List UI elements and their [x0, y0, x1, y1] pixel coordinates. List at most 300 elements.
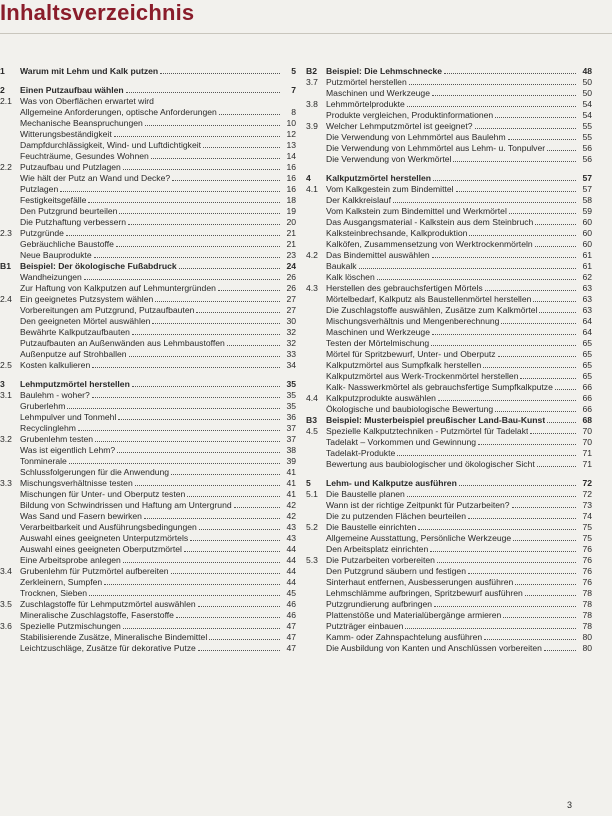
toc-entry-number: B2: [306, 66, 317, 76]
toc-subentry: [0, 544, 296, 555]
toc-subentry: [0, 250, 296, 261]
toc-entry-page: 37: [286, 423, 296, 433]
toc-entry-title: Spezielle Putzmischungen: [20, 621, 121, 631]
toc-entry-title: Kalkputzprodukte auswählen: [326, 393, 436, 403]
toc-entry-title: Festigkeitsgefälle: [20, 195, 87, 205]
toc-entry-title: Lehm- und Kalkputze ausführen: [326, 478, 457, 488]
toc-leader-dots: [407, 106, 576, 107]
toc-subentry: [0, 316, 296, 327]
toc-leader-dots: [393, 202, 576, 203]
toc-entry-number: 3.5: [0, 599, 12, 609]
toc-leader-dots: [209, 639, 280, 640]
toc-leader-dots: [119, 213, 280, 214]
toc-entry-number: 2.4: [0, 294, 12, 304]
toc-subentry: [306, 588, 592, 599]
toc-section-entry: [0, 162, 296, 173]
toc-entry-page: 50: [582, 77, 592, 87]
toc-entry-title: Trocknen, Sieben: [20, 588, 88, 598]
toc-entry-page: 39: [286, 456, 296, 466]
toc-subentry: [306, 566, 592, 577]
toc-entry-page: 63: [582, 283, 592, 293]
toc-entry-number: 3.2: [0, 434, 12, 444]
toc-entry-title: Bildung von Schwindrissen und Haftung am Untergrund: [20, 500, 232, 510]
toc-leader-dots: [377, 279, 576, 280]
toc-entry-title: Baulehm - woher?: [20, 390, 90, 400]
toc-entry-page: 8: [291, 107, 296, 117]
toc-entry-page: 80: [582, 643, 592, 653]
toc-entry-page: 65: [582, 360, 592, 370]
toc-entry-number: 3.3: [0, 478, 12, 488]
toc-entry-title: Putzgründe: [20, 228, 64, 238]
toc-entry-number: 3: [0, 379, 5, 389]
toc-leader-dots: [409, 84, 576, 85]
toc-leader-dots: [478, 444, 576, 445]
toc-entry-number: B1: [0, 261, 11, 271]
toc-leader-dots: [184, 551, 280, 552]
toc-subentry: [0, 338, 296, 349]
toc-leader-dots: [129, 356, 280, 357]
toc-entry-title: Mischungsverhältnisse testen: [20, 478, 133, 488]
toc-entry-page: 55: [582, 121, 592, 131]
toc-entry-title: Putzmörtel herstellen: [326, 77, 407, 87]
toc-leader-dots: [172, 180, 280, 181]
toc-entry-page: 63: [582, 294, 592, 304]
toc-subentry: [0, 173, 296, 184]
toc-entry-number: 2: [0, 85, 5, 95]
toc-entry-title: Was Sand und Fasern bewirken: [20, 511, 142, 521]
toc-entry-title: Putzaufbau und Putzlagen: [20, 162, 121, 172]
toc-entry-title: Beispiel: Die Lehmschnecke: [326, 66, 443, 76]
toc-subentry: [306, 360, 592, 371]
toc-subentry: [306, 533, 592, 544]
toc-leader-dots: [92, 397, 280, 398]
toc-entry-title: Allgemeine Anforderungen, optische Anforderungen: [20, 107, 217, 117]
toc-subentry: [306, 239, 592, 250]
toc-section-entry: [0, 478, 296, 489]
toc-entry-title: Produkte vergleichen, Produktinformationen: [326, 110, 494, 120]
toc-leader-dots: [405, 628, 576, 629]
toc-subentry: [0, 643, 296, 654]
toc-entry-title: Den Putzgrund beurteilen: [20, 206, 118, 216]
toc-entry-page: 5: [291, 66, 296, 76]
toc-subentry: [306, 316, 592, 327]
toc-leader-dots: [359, 268, 576, 269]
toc-entry-title: Die Ausbildung von Kanten und Anschlüssen vorbereiten: [326, 643, 542, 653]
toc-subentry: [306, 110, 592, 121]
toc-subentry: [306, 599, 592, 610]
toc-entry-title: Witterungsbeständigkeit: [20, 129, 112, 139]
toc-entry-title: Auswahl eines geeigneten Unterputzmörtels: [20, 533, 189, 543]
toc-subentry: [0, 107, 296, 118]
toc-leader-dots: [145, 125, 280, 126]
toc-entry-title: Den geeigneten Mörtel auswählen: [20, 316, 151, 326]
toc-leader-dots: [104, 584, 280, 585]
toc-section-entry: [0, 599, 296, 610]
toc-leader-dots: [433, 180, 576, 181]
toc-leader-dots: [198, 606, 280, 607]
toc-entry-title: Grubenlehm für Putzmörtel aufbereiten: [20, 566, 169, 576]
toc-leader-dots: [438, 400, 576, 401]
toc-entry-page: 64: [582, 327, 592, 337]
toc-subentry: [306, 349, 592, 360]
toc-section-entry: [306, 555, 592, 566]
toc-entry-number: 2.3: [0, 228, 12, 238]
toc-subentry: [0, 239, 296, 250]
toc-entry-title: Die Putzhaftung verbessern: [20, 217, 127, 227]
toc-entry-page: 74: [582, 511, 592, 521]
toc-section-entry: [0, 228, 296, 239]
toc-subentry: [306, 195, 592, 206]
toc-entry-page: 57: [582, 184, 592, 194]
toc-right-column: [306, 66, 592, 654]
toc-leader-dots: [203, 147, 280, 148]
toc-entry-page: 71: [582, 448, 592, 458]
toc-entry-page: 78: [582, 621, 592, 631]
toc-leader-dots: [483, 367, 576, 368]
toc-leader-dots: [176, 617, 280, 618]
toc-leader-dots: [537, 466, 576, 467]
toc-subentry: [306, 448, 592, 459]
toc-subentry: [0, 555, 296, 566]
toc-leader-dots: [512, 507, 576, 508]
toc-entry-page: 76: [582, 544, 592, 554]
toc-entry-number: 2.1: [0, 96, 12, 106]
toc-subentry: [0, 305, 296, 316]
toc-section-entry: [306, 77, 592, 88]
toc-leader-dots: [116, 246, 280, 247]
toc-leader-dots: [495, 117, 576, 118]
toc-leader-dots: [475, 128, 577, 129]
toc-chapter-entry: [0, 85, 296, 96]
toc-leader-dots: [513, 540, 576, 541]
toc-entry-number: 4: [306, 173, 311, 183]
toc-entry-page: 76: [582, 555, 592, 565]
toc-entry-page: 27: [286, 305, 296, 315]
toc-subentry: [306, 261, 592, 272]
toc-entry-page: 41: [286, 478, 296, 488]
toc-leader-dots: [520, 378, 576, 379]
toc-leader-dots: [94, 257, 280, 258]
toc-entry-title: Recyclinglehm: [20, 423, 76, 433]
toc-section-entry: [0, 96, 296, 107]
toc-subentry: [306, 610, 592, 621]
toc-entry-number: 5.3: [306, 555, 318, 565]
toc-section-entry: [306, 489, 592, 500]
toc-entry-page: 37: [286, 434, 296, 444]
toc-entry-title: Einen Putzaufbau wählen: [20, 85, 124, 95]
toc-entry-page: 75: [582, 522, 592, 532]
toc-subentry: [0, 272, 296, 283]
toc-leader-dots: [219, 114, 280, 115]
toc-entry-title: Die Verwendung von Werkmörtel: [326, 154, 452, 164]
toc-entry-title: Vom Kalkgestein zum Bindemittel: [326, 184, 454, 194]
toc-leader-dots: [495, 411, 576, 412]
toc-entry-title: Sinterhaut entfernen, Ausbesserungen ausführen: [326, 577, 514, 587]
toc-leader-dots: [509, 213, 576, 214]
toc-leader-dots: [84, 279, 280, 280]
toc-leader-dots: [434, 606, 576, 607]
toc-subentry: [0, 423, 296, 434]
toc-section-entry: [306, 393, 592, 404]
toc-subentry: [306, 143, 592, 154]
toc-section-entry: [306, 283, 592, 294]
toc-subentry: [0, 283, 296, 294]
toc-entry-number: B3: [306, 415, 317, 425]
toc-section-entry: [0, 294, 296, 305]
toc-entry-title: Gruberlehm: [20, 401, 66, 411]
toc-entry-title: Neue Bauprodukte: [20, 250, 92, 260]
toc-entry-page: 35: [286, 379, 296, 389]
toc-section-entry: [0, 434, 296, 445]
toc-entry-number: 3.7: [306, 77, 318, 87]
toc-entry-page: 7: [291, 85, 296, 95]
toc-entry-title: Das Bindemittel auswählen: [326, 250, 430, 260]
section-spacer: [306, 470, 592, 478]
toc-entry-title: Lehmpulver und Tonmehl: [20, 412, 117, 422]
toc-entry-page: 60: [582, 228, 592, 238]
toc-leader-dots: [198, 650, 280, 651]
toc-subentry: [306, 511, 592, 522]
toc-entry-title: Vom Kalkstein zum Bindemittel und Werkmörtel: [326, 206, 507, 216]
toc-leader-dots: [126, 92, 280, 93]
toc-entry-title: Mischungsverhältnis und Mengenberechnung: [326, 316, 500, 326]
toc-subentry: [306, 577, 592, 588]
toc-subentry: [0, 151, 296, 162]
toc-entry-page: 66: [582, 404, 592, 414]
toc-entry-title: Mineralische Zuschlagstoffe, Faserstoffe: [20, 610, 174, 620]
toc-entry-title: Kalköfen, Zusammensetzung von Werktrockenmörteln: [326, 239, 533, 249]
toc-leader-dots: [128, 224, 280, 225]
toc-section-entry: [306, 184, 592, 195]
toc-leader-dots: [432, 334, 576, 335]
toc-subentry: [306, 544, 592, 555]
toc-leader-dots: [453, 161, 576, 162]
toc-entry-title: Die Putzarbeiten vorbereiten: [326, 555, 435, 565]
toc-chapter-entry: [0, 261, 296, 272]
toc-subentry: [0, 327, 296, 338]
toc-entry-page: 44: [286, 577, 296, 587]
toc-leader-dots: [459, 485, 576, 486]
toc-entry-page: 63: [582, 305, 592, 315]
toc-leader-dots: [123, 628, 280, 629]
toc-leader-dots: [69, 463, 280, 464]
toc-entry-title: Kalksteinbrechsande, Kalkproduktion: [326, 228, 468, 238]
toc-entry-title: Ökologische und baubiologische Bewertung: [326, 404, 494, 414]
toc-subentry: [0, 129, 296, 140]
title-divider: [0, 33, 612, 34]
toc-section-entry: [0, 390, 296, 401]
toc-entry-title: Die Baustelle planen: [326, 489, 405, 499]
toc-entry-page: 54: [582, 110, 592, 120]
toc-leader-dots: [397, 455, 576, 456]
toc-entry-title: Mischungen für Unter- und Oberputz testen: [20, 489, 186, 499]
toc-entry-title: Zerkleinern, Sumpfen: [20, 577, 103, 587]
section-spacer: [0, 77, 296, 85]
toc-leader-dots: [78, 430, 280, 431]
toc-subentry: [0, 467, 296, 478]
toc-entry-page: 16: [286, 184, 296, 194]
toc-entry-number: 5: [306, 478, 311, 488]
toc-entry-page: 65: [582, 371, 592, 381]
toc-entry-title: Schlussfolgerungen für die Anwendung: [20, 467, 170, 477]
toc-entry-page: 27: [286, 294, 296, 304]
toc-leader-dots: [151, 158, 280, 159]
toc-entry-number: 4.5: [306, 426, 318, 436]
toc-chapter-entry: [306, 66, 592, 77]
toc-subentry: [0, 412, 296, 423]
toc-leader-dots: [547, 422, 576, 423]
toc-entry-title: Tadelakt-Produkte: [326, 448, 396, 458]
toc-entry-number: 4.3: [306, 283, 318, 293]
toc-entry-page: 54: [582, 99, 592, 109]
toc-entry-title: Verarbeitbarkeit und Ausführungsbedingungen: [20, 522, 197, 532]
toc-leader-dots: [67, 408, 280, 409]
toc-entry-page: 78: [582, 588, 592, 598]
toc-entry-title: Testen der Mörtelmischung: [326, 338, 430, 348]
toc-entry-page: 73: [582, 500, 592, 510]
toc-leader-dots: [535, 224, 576, 225]
toc-subentry: [0, 500, 296, 511]
toc-entry-title: Kalk löschen: [326, 272, 375, 282]
toc-entry-number: 3.4: [0, 566, 12, 576]
toc-section-entry: [306, 121, 592, 132]
toc-section-entry: [306, 250, 592, 261]
toc-subentry: [306, 500, 592, 511]
toc-entry-page: 26: [286, 283, 296, 293]
toc-subentry: [306, 206, 592, 217]
toc-entry-page: 70: [582, 426, 592, 436]
toc-entry-page: 16: [286, 173, 296, 183]
toc-entry-title: Kalkputzmörtel aus Werk-Trockenmörtel herstellen: [326, 371, 519, 381]
toc-entry-number: 3.1: [0, 390, 12, 400]
toc-subentry: [0, 588, 296, 599]
toc-leader-dots: [525, 595, 576, 596]
toc-leader-dots: [501, 323, 576, 324]
toc-entry-page: 14: [286, 151, 296, 161]
toc-entry-title: Die Baustelle einrichten: [326, 522, 417, 532]
toc-entry-page: 59: [582, 206, 592, 216]
toc-entry-title: Tadelakt – Vorkommen und Gewinnung: [326, 437, 477, 447]
toc-subentry: [306, 228, 592, 239]
toc-entry-title: Kamm- oder Zahnspachtelung ausführen: [326, 632, 483, 642]
toc-entry-page: 72: [582, 478, 592, 488]
toc-leader-dots: [515, 584, 576, 585]
toc-subentry: [306, 632, 592, 643]
toc-leader-dots: [218, 290, 280, 291]
toc-entry-title: Mechanische Beanspruchungen: [20, 118, 143, 128]
page-title: Inhaltsverzeichnis: [0, 0, 195, 25]
toc-entry-title: Gebräuchliche Baustoffe: [20, 239, 114, 249]
toc-entry-title: Zur Haftung von Kalkputzen auf Lehmuntergründen: [20, 283, 216, 293]
toc-entry-number: 4.1: [306, 184, 318, 194]
toc-leader-dots: [469, 235, 576, 236]
toc-leader-dots: [544, 650, 576, 651]
toc-subentry: [0, 522, 296, 533]
toc-entry-page: 78: [582, 599, 592, 609]
toc-entry-title: Eine Arbeitsprobe anlegen: [20, 555, 121, 565]
toc-entry-page: 24: [286, 261, 296, 271]
toc-entry-page: 65: [582, 349, 592, 359]
toc-entry-number: 2.2: [0, 162, 12, 172]
toc-entry-page: 38: [286, 445, 296, 455]
toc-chapter-entry: [306, 173, 592, 184]
toc-chapter-entry: [306, 415, 592, 426]
toc-leader-dots: [135, 485, 280, 486]
toc-entry-page: 34: [286, 360, 296, 370]
toc-leader-dots: [484, 639, 576, 640]
toc-leader-dots: [227, 345, 280, 346]
toc-section-entry: [0, 621, 296, 632]
toc-entry-page: 44: [286, 566, 296, 576]
toc-entry-title: Dampfdurchlässigkeit, Wind- und Luftdichtigkeit: [20, 140, 202, 150]
toc-entry-page: 35: [286, 390, 296, 400]
toc-leader-dots: [432, 257, 576, 258]
toc-entry-page: 16: [286, 162, 296, 172]
toc-leader-dots: [234, 507, 280, 508]
toc-entry-title: Grubenlehm testen: [20, 434, 94, 444]
toc-subentry: [0, 445, 296, 456]
toc-entry-title: Mörtel für Spritzbewurf, Unter- und Oberputz: [326, 349, 496, 359]
toc-entry-title: Vorbereitungen am Putzgrund, Putzaufbauten: [20, 305, 195, 315]
toc-leader-dots: [196, 312, 280, 313]
toc-leader-dots: [89, 595, 280, 596]
toc-subentry: [306, 88, 592, 99]
toc-leader-dots: [92, 367, 280, 368]
toc-chapter-entry: [0, 66, 296, 77]
toc-leader-dots: [508, 139, 576, 140]
toc-section-entry: [306, 522, 592, 533]
toc-entry-number: 3.9: [306, 121, 318, 131]
toc-entry-page: 60: [582, 217, 592, 227]
toc-leader-dots: [418, 529, 576, 530]
toc-leader-dots: [485, 290, 576, 291]
toc-entry-title: Warum mit Lehm und Kalk putzen: [20, 66, 159, 76]
toc-entry-title: Allgemeine Ausstattung, Persönliche Werkzeuge: [326, 533, 512, 543]
toc-leader-dots: [144, 518, 280, 519]
toc-entry-title: Bewertung aus baubiologischer und ökologischer Sicht: [326, 459, 535, 469]
toc-leader-dots: [430, 551, 576, 552]
toc-entry-title: Welcher Lehmputzmörtel ist geeignet?: [326, 121, 473, 131]
toc-entry-page: 36: [286, 412, 296, 422]
toc-entry-page: 26: [286, 272, 296, 282]
toc-entry-title: Ein geeignetes Putzsystem wählen: [20, 294, 154, 304]
toc-subentry: [0, 195, 296, 206]
toc-entry-title: Die Zuschlagstoffe auswählen, Zusätze zum Kalkmörtel: [326, 305, 538, 315]
toc-leader-dots: [132, 334, 280, 335]
toc-section-entry: [306, 99, 592, 110]
toc-entry-title: Kosten kalkulieren: [20, 360, 91, 370]
toc-leader-dots: [60, 191, 280, 192]
toc-entry-title: Bewährte Kalkputzaufbauten: [20, 327, 130, 337]
toc-entry-page: 41: [286, 489, 296, 499]
toc-entry-title: Kalkputzmörtel herstellen: [326, 173, 432, 183]
toc-subentry: [306, 621, 592, 632]
toc-entry-page: 60: [582, 239, 592, 249]
toc-entry-title: Putzgrundierung aufbringen: [326, 599, 433, 609]
toc-subentry: [306, 272, 592, 283]
toc-entry-title: Beispiel: Der ökologische Fußabdruck: [20, 261, 177, 271]
toc-entry-page: 43: [286, 522, 296, 532]
toc-entry-title: Das Ausgangsmaterial - Kalkstein aus dem Steinbruch: [326, 217, 534, 227]
toc-entry-page: 21: [286, 228, 296, 238]
toc-entry-page: 10: [286, 118, 296, 128]
toc-leader-dots: [187, 496, 280, 497]
toc-subentry: [0, 184, 296, 195]
toc-entry-page: 62: [582, 272, 592, 282]
toc-leader-dots: [468, 573, 576, 574]
toc-entry-page: 55: [582, 132, 592, 142]
toc-chapter-entry: [0, 379, 296, 390]
